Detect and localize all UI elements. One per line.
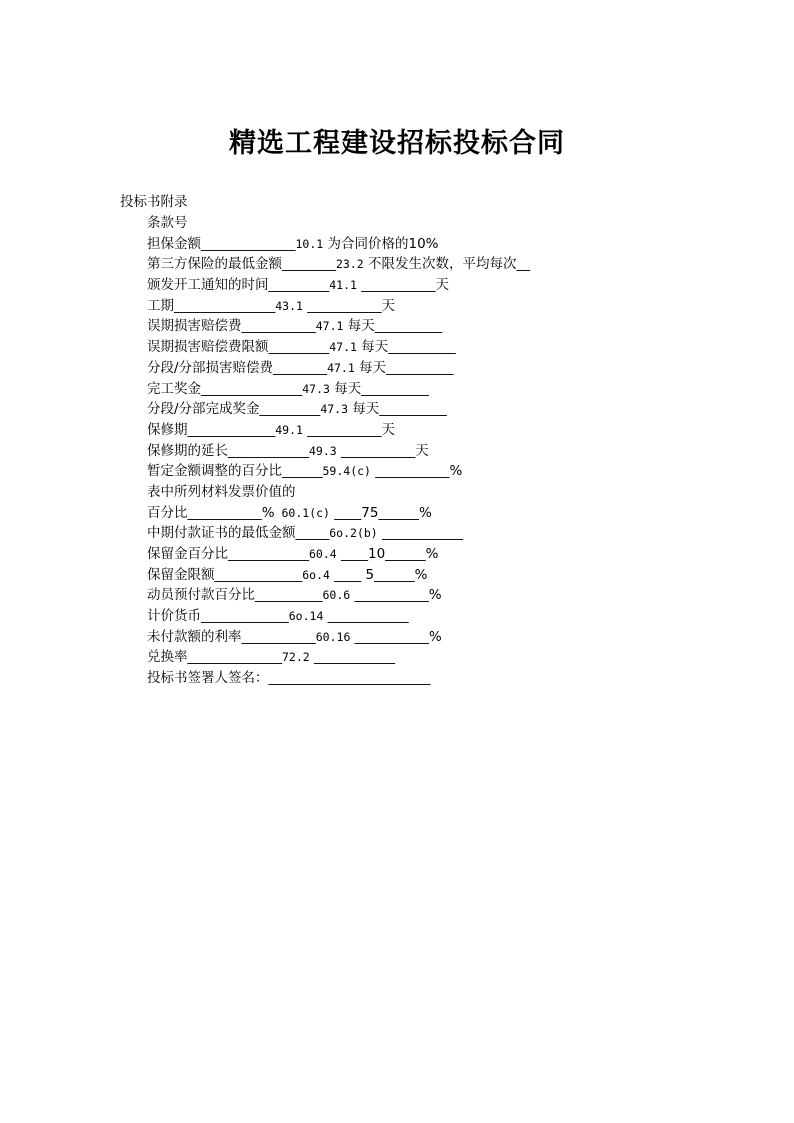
document-title: 精选工程建设招标投标合同: [229, 128, 565, 159]
row-clause: 47.3: [302, 381, 330, 396]
list-item: [147, 544, 747, 565]
row-clause: 41.1: [329, 278, 357, 293]
row-value: 为合同价格的10%: [323, 235, 439, 252]
row-clause: 49.1: [275, 422, 303, 437]
row-label: 保留金百分比____________: [147, 546, 309, 562]
list-item: [147, 316, 747, 337]
row-label: 分段/分部完成奖金_________: [147, 401, 321, 418]
row-label: 条款号: [147, 215, 188, 231]
row-label: 误期损害赔偿费限额_________: [147, 339, 330, 356]
row-value: 每天__________: [329, 380, 429, 397]
row-label: 误期损害赔偿费___________: [147, 318, 316, 335]
row-clause: 60.1(c): [274, 505, 330, 520]
list-item: [147, 379, 747, 400]
signature-line: [147, 668, 747, 689]
row-label: 工期_______________: [147, 297, 276, 314]
list-item: [147, 337, 747, 358]
row-label: 暂定金额调整的百分比______: [147, 463, 323, 480]
row-clause: 23.2: [336, 257, 364, 272]
row-label: 担保金额______________: [147, 235, 296, 252]
list-item: [147, 358, 747, 379]
row-label: 颁发开工通知的时间_________: [147, 277, 330, 294]
row-value: ____________: [309, 649, 395, 666]
row-value: ____________: [377, 525, 464, 542]
row-value: 每天__________: [343, 318, 443, 335]
row-value: 每天__________: [348, 401, 447, 418]
list-item: [147, 441, 747, 462]
list-item: [147, 213, 747, 234]
row-label: 兑换率______________: [147, 649, 282, 666]
row-clause: 47.1: [327, 360, 355, 375]
row-label: 百分比___________%: [147, 504, 275, 521]
row-label: 保修期的延长____________: [147, 442, 309, 459]
list-item: [147, 275, 747, 296]
list-item: [147, 296, 747, 317]
row-label: 投标书签署人签名：________________________: [147, 670, 431, 687]
row-label: 分段/分部损害赔偿费________: [147, 359, 328, 376]
row-label: 保修期_____________: [147, 421, 276, 438]
appendix-list: [147, 213, 747, 689]
row-label: 中期付款证书的最低金额_____: [147, 525, 330, 542]
row-clause: 47.1: [329, 340, 357, 355]
row-value: ___________天: [302, 297, 395, 314]
list-item: [147, 627, 747, 648]
row-clause: 59.4(c): [322, 464, 371, 479]
list-item: [147, 523, 747, 544]
row-value: ___________%: [350, 587, 442, 604]
list-item: [147, 420, 747, 441]
row-value: ____75______%: [329, 504, 432, 521]
row-value: ____________: [323, 608, 409, 625]
row-clause: 60.16: [315, 629, 351, 644]
row-value: 每天__________: [356, 339, 456, 356]
row-label: 完工奖金_______________: [147, 380, 303, 397]
row-clause: 47.1: [315, 319, 344, 334]
row-clause: 6o.14: [288, 609, 324, 624]
row-clause: 72.2: [282, 650, 310, 665]
row-value: ____ 5______%: [329, 566, 428, 583]
list-item: [147, 503, 747, 524]
section-heading: 投标书附录: [120, 194, 188, 210]
list-item: [147, 482, 747, 503]
row-label: 第三方保险的最低金额________: [147, 256, 336, 273]
list-item: [147, 565, 747, 586]
row-label: 保留金限额_____________: [147, 566, 303, 583]
row-value: ___________%: [370, 463, 463, 480]
row-label: 计价货币_____________: [147, 608, 289, 625]
row-value: ___________天: [336, 442, 429, 459]
row-clause: 49.3: [309, 443, 337, 458]
row-value: ___________天: [356, 277, 449, 294]
list-item: [147, 254, 747, 275]
row-clause: 10.1: [295, 236, 324, 251]
list-item: [147, 585, 747, 606]
row-label: 动员预付款百分比__________: [147, 587, 323, 604]
row-clause: 60.4: [309, 547, 337, 561]
row-label: 未付款额的利率___________: [147, 628, 316, 645]
row-value: 不限发生次数，平均每次__: [363, 256, 530, 273]
list-item: [147, 234, 747, 255]
row-clause: 6o.4: [302, 567, 330, 582]
row-clause: 43.1: [275, 298, 303, 313]
row-value: ___________%: [350, 628, 442, 645]
row-value: 每天__________: [354, 359, 454, 376]
row-label: 表中所列材料发票价值的: [147, 483, 296, 500]
list-item: [147, 606, 747, 627]
list-item: [147, 647, 747, 668]
row-clause: 47.3: [320, 402, 349, 417]
row-clause: 6o.2(b): [329, 526, 378, 541]
row-clause: 60.6: [322, 588, 351, 603]
row-value: ____10______%: [336, 546, 439, 562]
row-value: ___________天: [302, 421, 395, 438]
list-item: [147, 461, 747, 482]
list-item: [147, 399, 747, 420]
